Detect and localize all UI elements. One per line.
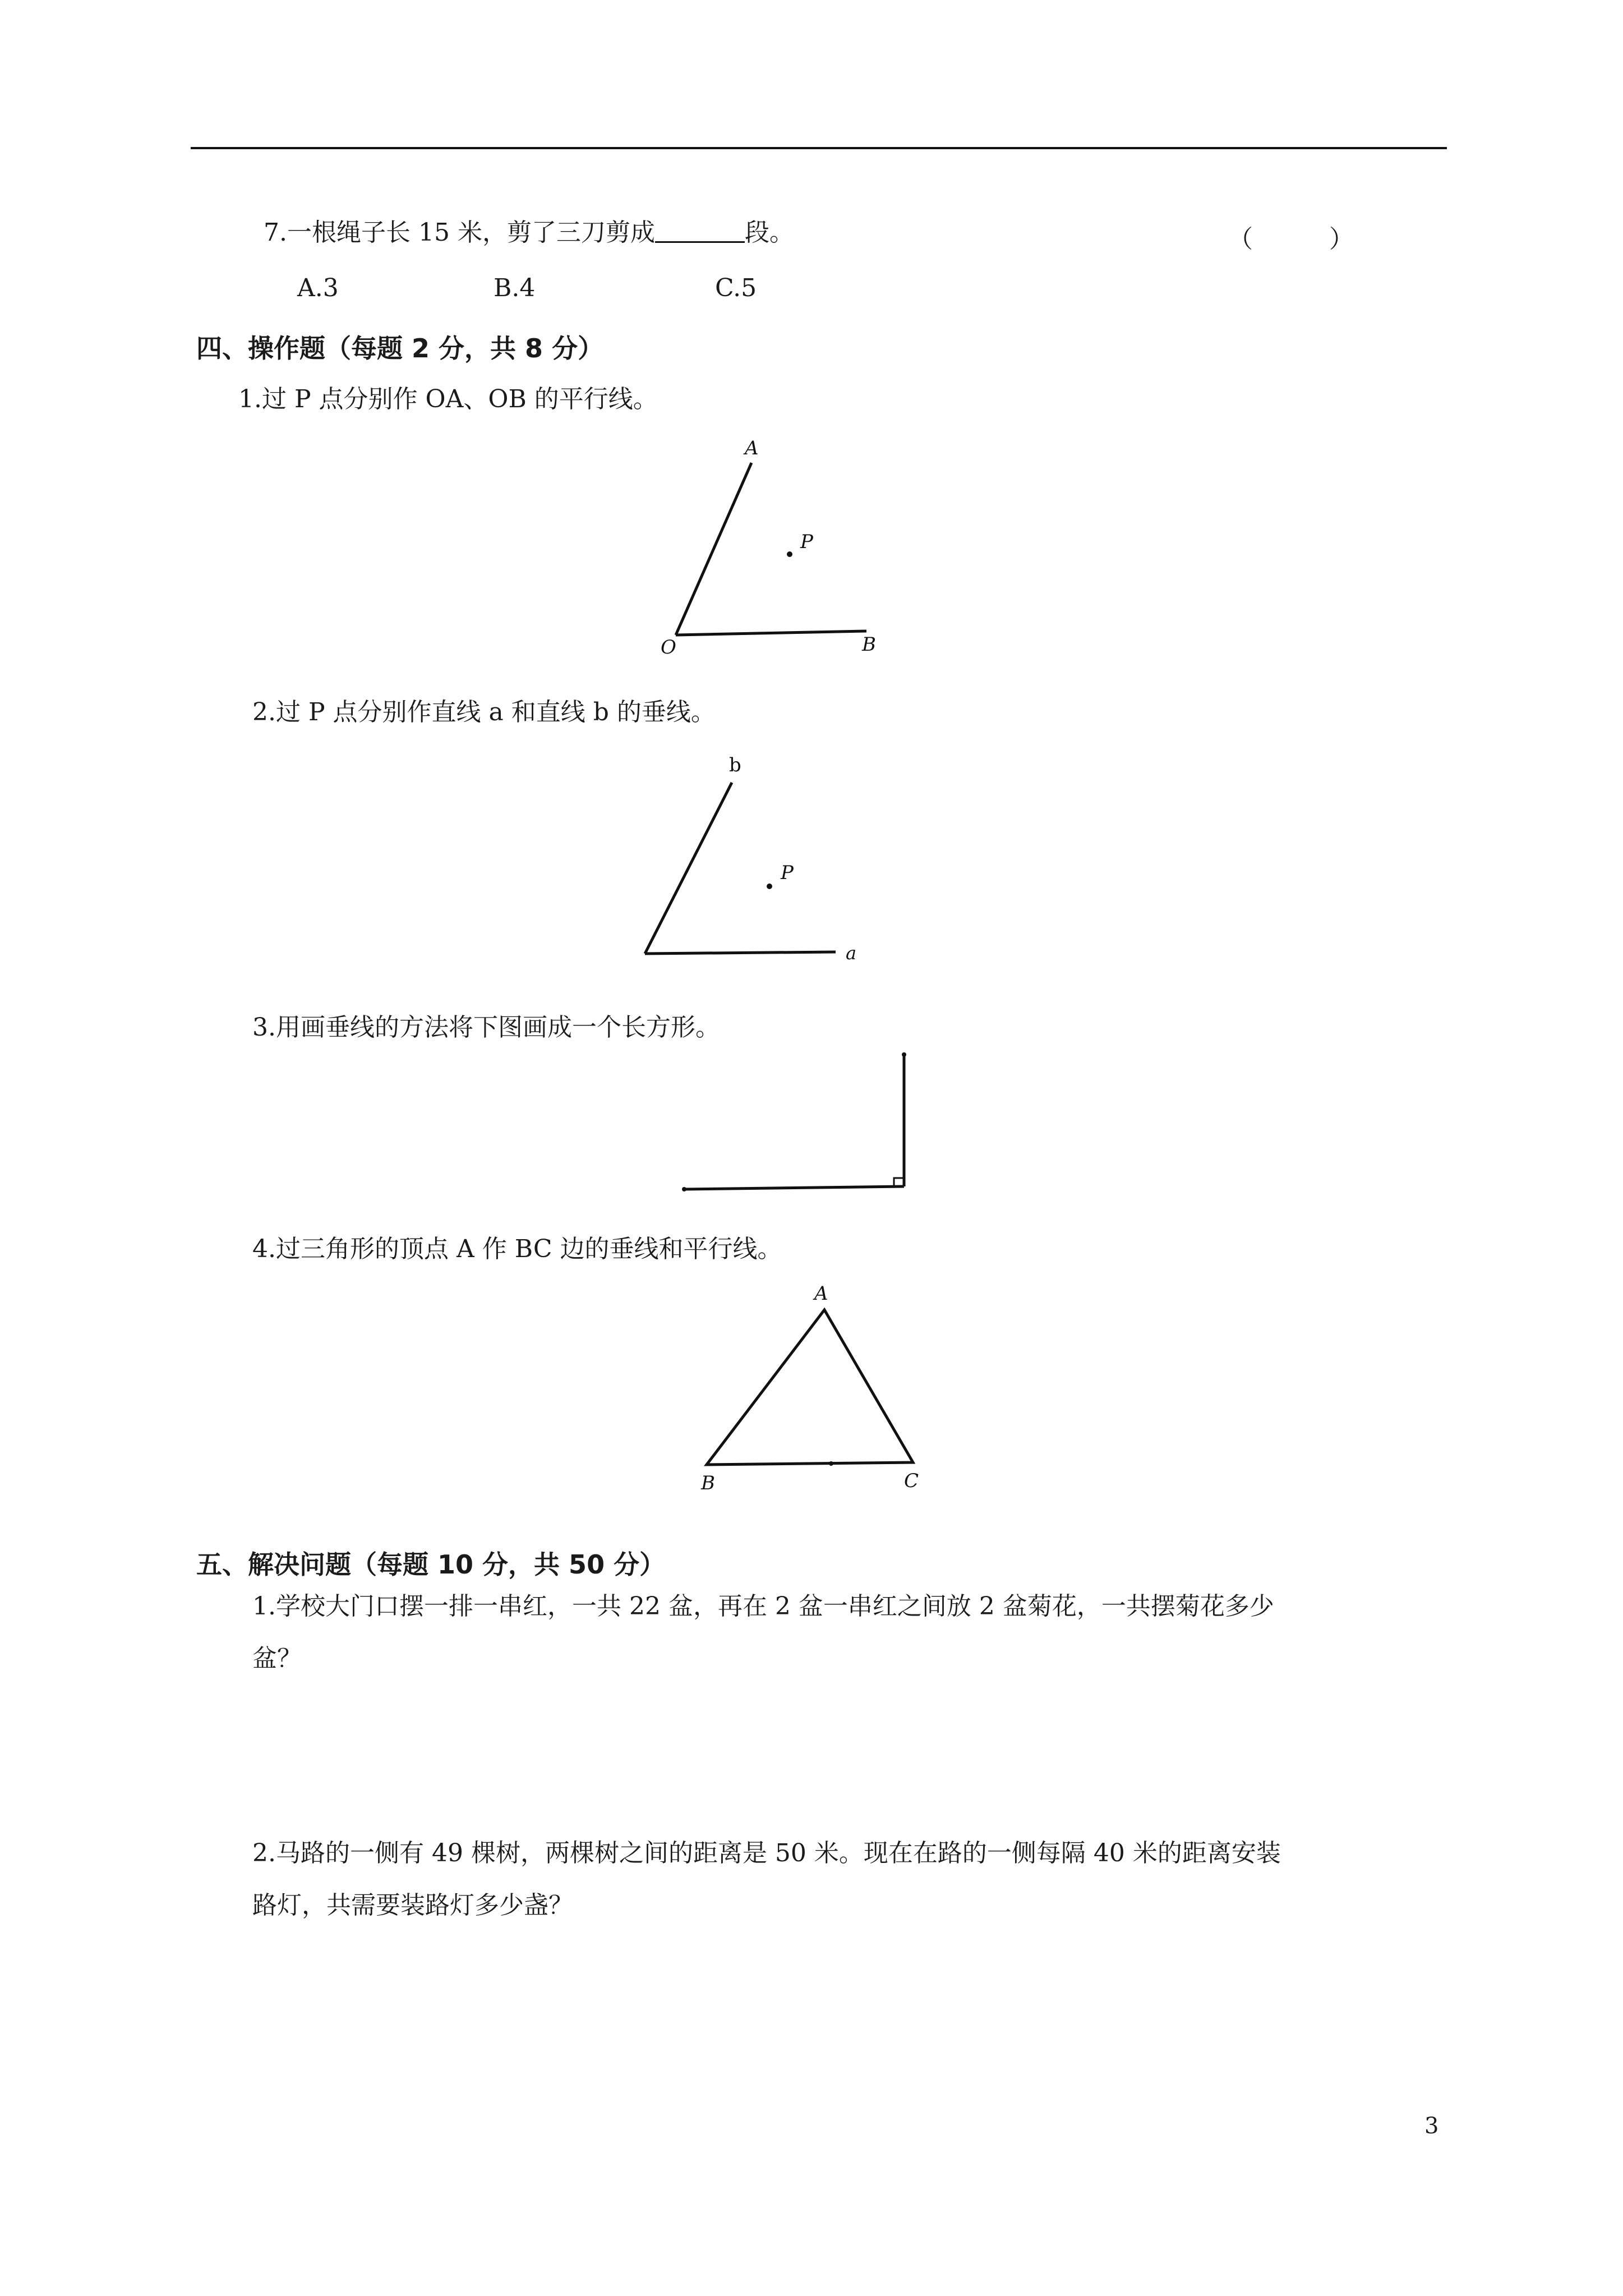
label-point-p: P: [781, 862, 794, 884]
problem-2-line-2: 路灯，共需要装路灯多少盏？: [252, 1891, 573, 1920]
lines-ab-figure: [623, 754, 914, 973]
answer-blank[interactable]: [655, 219, 745, 243]
right-angle-figure: [679, 1049, 925, 1200]
section-4-heading: 四、操作题（每题 2 分，共 8 分）: [196, 333, 604, 364]
label-vertex-a: A: [814, 1282, 828, 1305]
triangle-abc-figure: [684, 1276, 965, 1501]
label-p: P: [800, 531, 813, 553]
op-question-3: 3.用画垂线的方法将下图画成一个长方形。: [252, 1013, 720, 1042]
page-number: 3: [1424, 2113, 1439, 2139]
problem-1-line-2: 盆？: [252, 1644, 302, 1673]
question-7: [264, 219, 794, 245]
label-a: A: [745, 437, 759, 459]
op-question-2: 2.过 P 点分别作直线 a 和直线 b 的垂线。: [252, 698, 716, 726]
answer-paren-close: ）: [1329, 225, 1354, 254]
answer-paren-open: （: [1228, 225, 1253, 254]
option-a: A.3: [297, 274, 339, 302]
op-question-1: 1.过 P 点分别作 OA、OB 的平行线。: [238, 385, 658, 413]
option-b: B.4: [494, 274, 536, 302]
label-vertex-b: B: [701, 1472, 715, 1494]
angle-aob-figure: [656, 426, 897, 662]
label-line-b: b: [729, 754, 741, 776]
question-7-text: 7.一根绳子长 15 米，剪了三刀剪成: [264, 218, 655, 247]
label-b: B: [862, 633, 876, 656]
problem-2-line-1: 2.马路的一侧有 49 棵树，两棵树之间的距离是 50 米。现在在路的一侧每隔 40 米的距离安装: [252, 1839, 1281, 1867]
label-o: O: [661, 636, 676, 659]
header-rule: [191, 147, 1447, 149]
op-question-4: 4.过三角形的顶点 A 作 BC 边的垂线和平行线。: [252, 1235, 782, 1263]
question-7-suffix: 段。: [744, 218, 794, 247]
section-5-heading: 五、解决问题（每题 10 分，共 50 分）: [196, 1549, 666, 1580]
label-vertex-c: C: [904, 1470, 919, 1492]
label-line-a: a: [846, 942, 857, 964]
option-c: C.5: [715, 274, 757, 302]
problem-1-line-1: 1.学校大门口摆一排一串红，一共 22 盆，再在 2 盆一串红之间放 2 盆菊花，一共摆菊花多少: [252, 1592, 1274, 1621]
